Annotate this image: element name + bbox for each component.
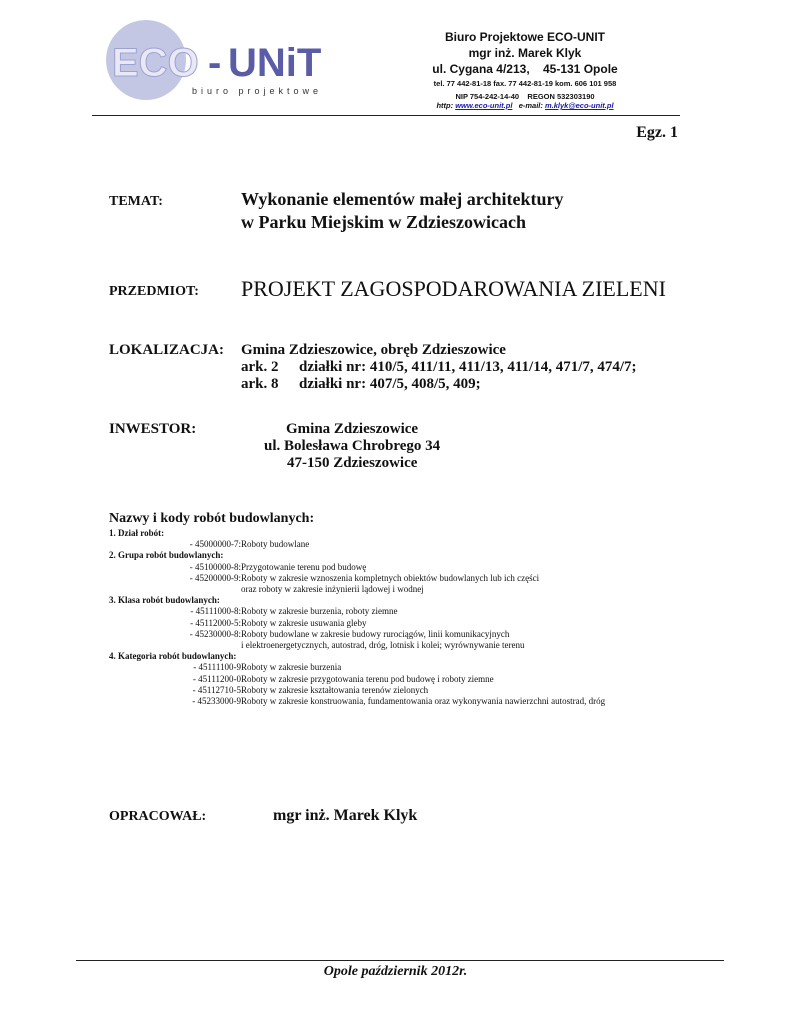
firm-phones: tel. 77 442-81-18 fax. 77 442-81-19 kom. 606 101 958 <box>433 79 617 88</box>
lokalizacja-ark-2-label: ark. 2 <box>241 359 279 375</box>
codes-list <box>109 528 669 707</box>
code-description: Roboty w zakresie burzenia <box>241 662 342 673</box>
code-description: Roboty w zakresie konstruowania, fundamentowania oraz wykonywania nawierzchni autostrad, dróg <box>241 695 606 706</box>
code-value: - 45230000-8: <box>189 628 241 639</box>
lokalizacja-ark-8-label: ark. 8 <box>241 376 279 392</box>
code-value: - 45111100-9 <box>193 662 241 673</box>
code-description: Roboty w zakresie kształtowania terenów zielonych <box>241 684 429 695</box>
footer-rule <box>76 960 724 961</box>
codes-row <box>109 573 669 584</box>
temat-line-2: w Parku Miejskim w Zdzieszowicach <box>241 212 526 232</box>
przedmiot-value: PROJEKT ZAGOSPODAROWANIA ZIELENI <box>241 276 666 301</box>
logo-brand-left: ECO <box>112 41 199 85</box>
code-description: i elektroenergetycznych, autostrad, dróg, lotnisk i kolei; wyrównywanie terenu <box>241 639 525 650</box>
codes-group-heading: 1. Dział robót: <box>109 528 165 538</box>
lokalizacja-ark-8-value: działki nr: 407/5, 408/5, 409; <box>299 376 481 392</box>
lokalizacja-line-1: Gmina Zdzieszowice, obręb Zdzieszowice <box>241 342 506 358</box>
codes-row <box>109 674 669 685</box>
lokalizacja-label: LOKALIZACJA: <box>109 342 225 358</box>
inwestor-label: INWESTOR: <box>109 421 197 437</box>
opracowal-value: mgr inż. Marek Klyk <box>273 807 418 824</box>
firm-ids: NIP 754-242-14-40 REGON 532303190 <box>455 92 595 101</box>
logo-tagline: biuro projektowe <box>192 86 323 96</box>
codes-row <box>109 685 669 696</box>
codes-row <box>109 562 669 573</box>
website-link[interactable]: www.eco-unit.pl <box>455 101 513 110</box>
codes-row <box>109 618 669 629</box>
codes-group-heading: 3. Klasa robót budowlanych: <box>109 595 220 606</box>
lokalizacja-ark-2-value: działki nr: 410/5, 411/11, 411/13, 411/14, 471/7, 474/7; <box>299 359 637 375</box>
code-description: Roboty budowlane <box>241 539 310 550</box>
inwestor-line-1: Gmina Zdzieszowice <box>286 421 419 437</box>
code-value: - 45200000-9: <box>189 572 241 583</box>
logo-brand-dash: - <box>208 41 222 85</box>
firm-name: Biuro Projektowe ECO-UNIT <box>444 30 605 44</box>
email-link[interactable]: m.klyk@eco-unit.pl <box>544 101 614 110</box>
code-value: - 45111000-8: <box>190 606 241 617</box>
logo-brand-right: UNiT <box>228 41 322 85</box>
codes-row <box>109 629 669 640</box>
code-description: Roboty budowlane w zakresie budowy rurociągów, linii komunikacyjnych <box>241 628 510 639</box>
inwestor-line-2: ul. Bolesława Chrobrego 34 <box>264 438 441 454</box>
code-description: Roboty w zakresie wznoszenia kompletnych obiektów budowlanych lub ich części <box>241 572 540 583</box>
code-value: - 45112000-5: <box>190 617 241 628</box>
code-value: - 45111200-0 <box>192 673 241 684</box>
code-description: Roboty w zakresie burzenia, roboty ziemne <box>241 606 398 617</box>
codes-row <box>109 606 669 617</box>
code-description: Roboty w zakresie usuwania gleby <box>241 617 367 628</box>
opracowal-label: OPRACOWAŁ: <box>109 809 207 824</box>
codes-title: Nazwy i kody robót budowlanych: <box>109 511 315 526</box>
code-value: - 45233000-9 <box>192 695 241 706</box>
firm-web <box>405 101 645 110</box>
code-description: oraz roboty w zakresie inżynierii lądowej i wodnej <box>241 583 424 594</box>
code-description: Roboty w zakresie przygotowania terenu pod budowę i roboty ziemne <box>241 673 494 684</box>
copy-number: Egz. 1 <box>636 124 678 141</box>
code-value: - 45000000-7: <box>189 539 241 550</box>
http-label: http: <box>436 101 454 110</box>
code-value: - 45112710-5 <box>192 684 241 695</box>
firm-person: mgr inż. Marek Klyk <box>468 46 582 60</box>
inwestor-line-3: 47-150 Zdzieszowice <box>287 455 418 471</box>
codes-row <box>109 696 669 707</box>
code-value: - 45100000-8: <box>189 561 241 572</box>
codes-row <box>109 539 669 550</box>
temat-label: TEMAT: <box>109 194 163 209</box>
code-description: Przygotowanie terenu pod budowę <box>241 561 367 572</box>
codes-group-heading: 4. Kategoria robót budowlanych: <box>109 651 237 662</box>
email-label: e-mail: <box>518 101 543 110</box>
firm-address: ul. Cygana 4/213, 45-131 Opole <box>432 62 618 76</box>
przedmiot-label: PRZEDMIOT: <box>109 284 199 299</box>
codes-row <box>109 584 669 595</box>
eco-unit-logo <box>106 18 338 104</box>
codes-group-heading: 2. Grupa robót budowlanych: <box>109 550 224 561</box>
codes-row <box>109 662 669 673</box>
codes-row <box>109 640 669 651</box>
temat-line-1: Wykonanie elementów małej architektury <box>241 189 564 209</box>
header-rule <box>92 115 680 116</box>
footer-place-date: Opole październik 2012r. <box>323 964 468 979</box>
